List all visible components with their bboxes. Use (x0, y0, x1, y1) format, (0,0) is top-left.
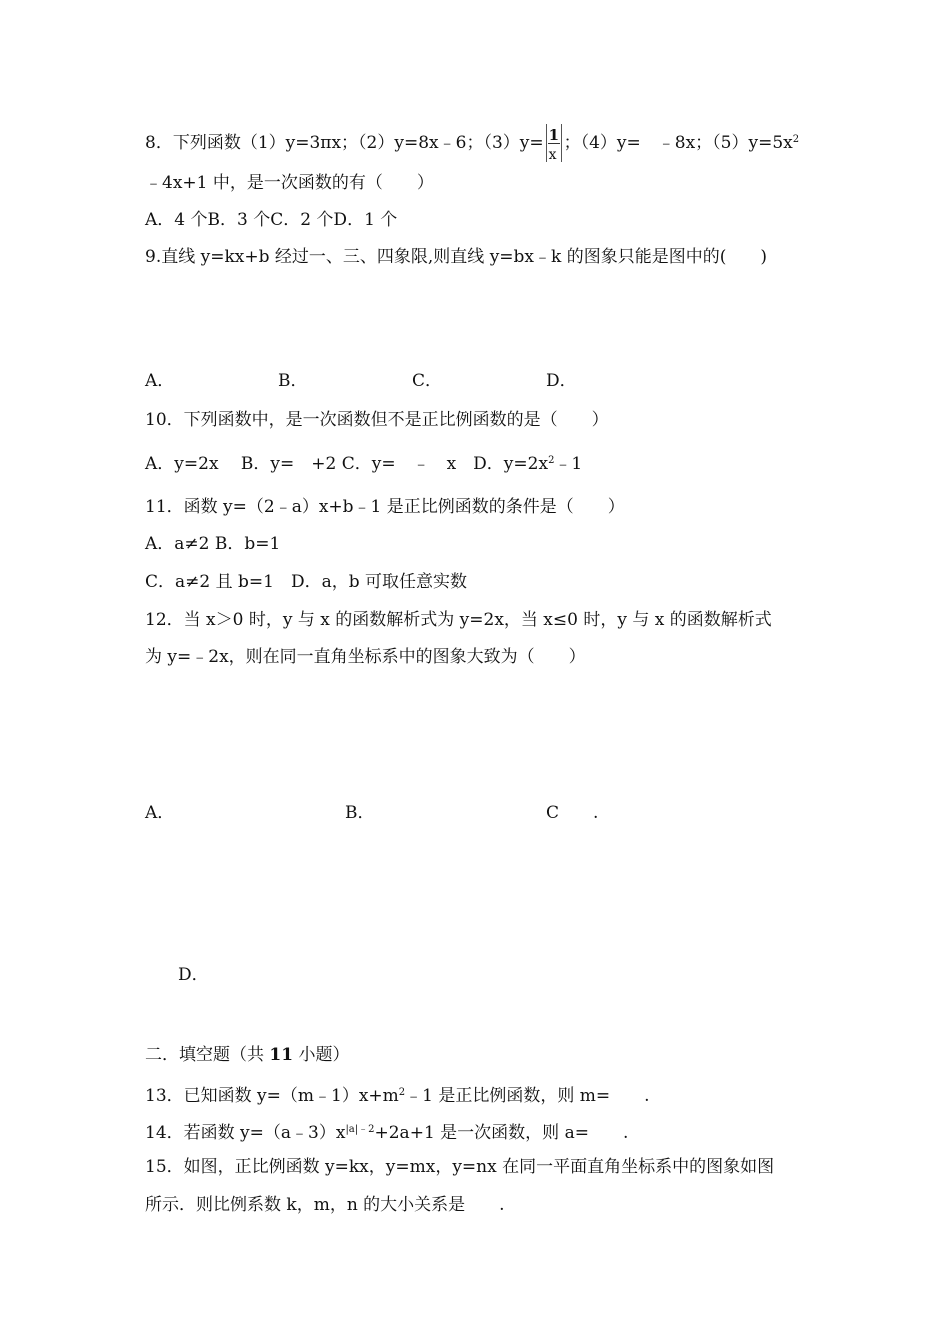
question-9-option-a: A． (145, 371, 175, 391)
question-9-option-b: B． (278, 371, 308, 391)
section-2-heading-post: 小题） (293, 1045, 350, 1065)
question-13-pre: 13．已知函数 y=（m﹣1）x+m (145, 1086, 399, 1106)
question-15-line-1: 15．如图，正比例函数 y=kx，y=mx，y=nx 在同一平面直角坐标系中的图象如图 (145, 1157, 775, 1177)
question-12-line-1: 12．当 x＞0 时，y 与 x 的函数解析式为 y=2x，当 x≤0 时，y 与 x 的函数解析式 (145, 610, 772, 630)
question-13-text (145, 1082, 650, 1107)
question-11-options-1: A．a≠2 B．b=1 (145, 534, 281, 554)
section-2-heading-pre: 二．填空题（共 (145, 1045, 270, 1065)
question-10-options (145, 450, 582, 475)
question-12-option-b: B． (345, 803, 375, 823)
section-2-heading (145, 1044, 349, 1066)
question-9-option-c: C． (412, 371, 443, 391)
question-9-text: 9.直线 y=kx+b 经过一、三、四象限,则直线 y=bx﹣k 的图象只能是图中的( ) (145, 247, 767, 267)
superscript: |a|﹣2 (345, 1124, 375, 1135)
superscript: 2 (792, 134, 800, 145)
question-11-text: 11．函数 y=（2﹣a）x+b﹣1 是正比例函数的条件是（ ） (145, 497, 625, 517)
question-11-options-2: C．a≠2 且 b=1 D．a，b 可取任意实数 (145, 572, 468, 592)
question-14-pre: 14．若函数 y=（a﹣3）x (145, 1123, 346, 1143)
section-2-count: 11 (269, 1045, 294, 1065)
question-8-line-2: ﹣4x+1 中，是一次函数的有（ ） (145, 173, 434, 193)
question-14-text (145, 1119, 628, 1144)
question-9-option-d: D． (546, 371, 577, 391)
question-12-option-a: A． (145, 803, 175, 823)
fraction-numerator: 1 (548, 126, 560, 144)
question-8-text-part1: 8．下列函数（1）y=3πx；（2）y=8x﹣6；（3）y= (145, 133, 544, 153)
question-15-line-2: 所示．则比例系数 k，m，n 的大小关系是 . (145, 1195, 505, 1215)
fraction-denominator: x (548, 147, 557, 163)
question-8-options: A．4 个B．3 个C．2 个D．1 个 (145, 210, 398, 230)
question-12-option-c: C . (546, 803, 599, 823)
question-8-line-1 (145, 124, 799, 162)
fraction-1-over-x (546, 124, 562, 162)
question-10-options-post: ﹣1 (554, 454, 583, 474)
question-12-option-d: D． (178, 965, 209, 985)
question-10-text: 10．下列函数中，是一次函数但不是正比例函数的是（ ） (145, 410, 609, 430)
question-14-post: +2a+1 是一次函数，则 a= . (374, 1123, 629, 1143)
superscript: 2 (398, 1087, 406, 1098)
question-8-text-part2: ；（4）y= ﹣8x；（5）y=5x (563, 133, 793, 153)
question-12-line-2: 为 y=﹣2x，则在同一直角坐标系中的图象大致为（ ） (145, 647, 586, 667)
question-13-post: ﹣1 是正比例函数，则 m= . (405, 1086, 650, 1106)
superscript: 2 (548, 455, 555, 466)
question-10-options-pre: A．y=2x B．y= +2 C．y= ﹣ x D．y=2x (145, 454, 549, 474)
